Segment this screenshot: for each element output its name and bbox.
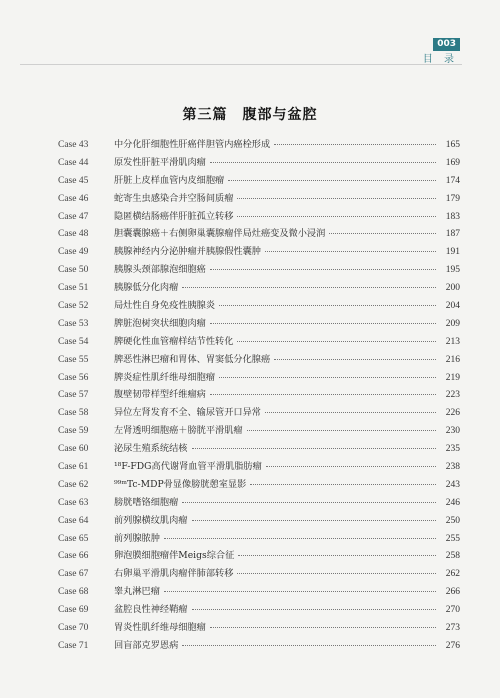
toc-entry-title: ¹⁸F-FDG高代谢肾血管平滑肌脂肪瘤 (114, 461, 262, 473)
toc-dot-leader (274, 359, 436, 360)
toc-page-number: 179 (445, 193, 460, 204)
toc-dot-leader (250, 484, 436, 485)
toc-entry-title: 脾硬化性血管瘤样结节性转化 (114, 335, 234, 347)
toc-case-number: Case 44 (58, 157, 89, 168)
toc-page-number: 213 (445, 336, 460, 347)
toc-dot-leader (210, 162, 436, 163)
toc-dot-leader (237, 341, 436, 342)
toc-page-number: 200 (445, 283, 460, 294)
toc-case-number: Case 69 (58, 605, 89, 616)
toc-entry[interactable] (58, 154, 460, 172)
toc-entry-title: 脾恶性淋巴瘤和胃体、胃窦低分化腺癌 (114, 353, 271, 365)
toc-page-number: 169 (445, 157, 460, 168)
toc-case-number: Case 51 (58, 283, 89, 294)
toc-case-number: Case 46 (58, 193, 89, 204)
section-title: 第三篇 腹部与盆腔 (182, 107, 318, 123)
toc-entry[interactable] (58, 225, 460, 243)
toc-dot-leader (210, 394, 436, 395)
toc-page-number: 255 (445, 533, 460, 544)
toc-entry[interactable] (58, 476, 460, 494)
toc-case-number: Case 45 (58, 175, 89, 186)
toc-entry-title: 睾丸淋巴瘤 (114, 586, 160, 598)
toc-entry[interactable] (58, 530, 460, 548)
toc-entry-title: 胰腺神经内分泌肿瘤并胰腺假性囊肿 (114, 246, 261, 258)
toc-entry[interactable] (58, 547, 460, 565)
toc-entry-title: 胰腺头颈部腺泡细胞癌 (114, 264, 206, 276)
toc-case-number: Case 55 (58, 354, 89, 365)
toc-dot-leader (219, 377, 436, 378)
toc-entry-title: 左肾透明细胞癌＋膀胱平滑肌瘤 (114, 425, 243, 437)
toc-case-number: Case 60 (58, 444, 89, 455)
toc-page-number: 262 (445, 569, 460, 580)
toc-entry-title: 膀胱嗜铬细胞瘤 (114, 496, 179, 508)
toc-entry-title: 异位左肾发育不全、输尿管开口异常 (114, 407, 261, 419)
toc-page-number: 223 (445, 390, 460, 401)
toc-entry[interactable] (58, 208, 460, 226)
toc-dot-leader (265, 251, 436, 252)
toc-entry[interactable] (58, 565, 460, 583)
toc-page-number: 270 (445, 605, 460, 616)
toc-entry[interactable] (58, 297, 460, 315)
toc-entry[interactable] (58, 386, 460, 404)
toc-dot-leader (266, 466, 436, 467)
toc-case-number: Case 63 (58, 497, 89, 508)
toc-entry-title: 脾炎症性肌纤维母细胞瘤 (114, 371, 216, 383)
toc-page-number: 258 (445, 551, 460, 562)
toc-page-number: 226 (445, 408, 460, 419)
toc-entry[interactable] (58, 458, 460, 476)
toc-case-number: Case 59 (58, 426, 89, 437)
toc-page-number: 235 (445, 444, 460, 455)
toc-entry-title: 胃炎性肌纤维母细胞瘤 (114, 622, 206, 634)
toc-entry-title: 前列腺脓肿 (114, 532, 160, 544)
page-number-badge: 003 (433, 38, 460, 51)
toc-entry[interactable] (58, 315, 460, 333)
toc-page-number: 195 (445, 265, 460, 276)
toc-entry[interactable] (58, 369, 460, 387)
toc-entry[interactable] (58, 243, 460, 261)
toc-case-number: Case 68 (58, 587, 89, 598)
toc-page-number: 266 (445, 587, 460, 598)
toc-case-number: Case 52 (58, 301, 89, 312)
toc-entry-title: 胰腺低分化肉瘤 (114, 282, 179, 294)
toc-dot-leader (228, 180, 436, 181)
toc-page-number: 276 (445, 640, 460, 651)
toc-entry[interactable] (58, 279, 460, 297)
toc-case-number: Case 64 (58, 515, 89, 526)
toc-dot-leader (238, 555, 436, 556)
toc-dot-leader (237, 573, 436, 574)
toc-dot-leader (329, 233, 436, 234)
toc-dot-leader (192, 520, 437, 521)
toc-entry[interactable] (58, 136, 460, 154)
toc-page-number: 204 (445, 301, 460, 312)
toc-entry[interactable] (58, 172, 460, 190)
toc-entry[interactable] (58, 619, 460, 637)
toc-dot-leader (182, 287, 436, 288)
toc-dot-leader (210, 323, 436, 324)
toc-case-number: Case 65 (58, 533, 89, 544)
toc-entry-title: 肝脏上皮样血管内皮细胞瘤 (114, 174, 225, 186)
toc-entry-title: 胆囊囊腺癌＋右侧卵巢囊腺瘤伴局灶癌变及微小浸润 (114, 228, 326, 240)
toc-entry[interactable] (58, 333, 460, 351)
toc-dot-leader (210, 627, 436, 628)
toc-entry-title: 蛇寄生虫感染合并空肠间质瘤 (114, 192, 234, 204)
toc-page-number: 230 (445, 426, 460, 437)
toc-dot-leader (210, 269, 436, 270)
toc-case-number: Case 54 (58, 336, 89, 347)
toc-case-number: Case 66 (58, 551, 89, 562)
toc-dot-leader (164, 591, 436, 592)
header-divider (20, 64, 462, 65)
toc-page-number: 165 (445, 140, 460, 150)
toc-entry-title: 盆腔良性神经鞘瘤 (114, 604, 188, 616)
toc-dot-leader (164, 538, 436, 539)
toc-dot-leader (265, 412, 436, 413)
toc-entry[interactable] (58, 422, 460, 440)
toc-entry-title: 回盲部克罗恩病 (114, 639, 179, 651)
toc-entry-title: 右卵巢平滑肌肉瘤伴肺部转移 (114, 568, 234, 580)
toc-case-number: Case 43 (58, 140, 89, 150)
toc-page-number: 209 (445, 318, 460, 329)
toc-entry-title: ⁹⁹ᵐTc-MDP骨显像膀胱憩室显影 (114, 478, 247, 490)
toc-dot-leader (237, 198, 436, 199)
toc-page-number: 216 (445, 354, 460, 365)
toc-case-number: Case 70 (58, 623, 89, 634)
toc-entry[interactable] (58, 351, 460, 369)
toc-entry[interactable] (58, 637, 460, 655)
toc-entry[interactable] (58, 583, 460, 601)
toc-page-number: 246 (445, 497, 460, 508)
toc-entry[interactable] (58, 494, 460, 512)
toc-page-number: 238 (445, 462, 460, 473)
toc-case-number: Case 57 (58, 390, 89, 401)
toc-case-number: Case 48 (58, 229, 89, 240)
toc-dot-leader (274, 144, 436, 145)
toc-entry-title: 脾脏泡树突状细胞肉瘤 (114, 317, 206, 329)
table-of-contents (58, 136, 460, 655)
toc-entry-title: 腹壁韧带样型纤维瘤病 (114, 389, 206, 401)
toc-dot-leader (219, 305, 436, 306)
toc-case-number: Case 49 (58, 247, 89, 258)
toc-case-number: Case 58 (58, 408, 89, 419)
toc-dot-leader (192, 448, 437, 449)
toc-entry-title: 卵泡膜细胞瘤伴Meigs综合征 (114, 550, 235, 562)
toc-case-number: Case 56 (58, 372, 89, 383)
toc-case-number: Case 61 (58, 462, 89, 473)
page-header (423, 38, 460, 65)
toc-entry-title: 隐匿横结肠癌伴肝脏孤立转移 (114, 210, 234, 222)
toc-entry[interactable] (58, 512, 460, 530)
toc-dot-leader (182, 502, 436, 503)
toc-case-number: Case 53 (58, 318, 89, 329)
toc-case-number: Case 67 (58, 569, 89, 580)
toc-entry-title: 中分化肝细胞性肝癌伴胆管内癌栓形成 (114, 139, 271, 150)
toc-page-number: 174 (445, 175, 460, 186)
toc-entry[interactable] (58, 190, 460, 208)
toc-page-number: 243 (445, 479, 460, 490)
toc-entry-title: 原发性肝脏平滑肌肉瘤 (114, 156, 206, 168)
toc-dot-leader (182, 645, 436, 646)
toc-entry-title: 局灶性自身免疫性胰腺炎 (114, 300, 216, 312)
toc-page-number: 250 (445, 515, 460, 526)
toc-entry[interactable] (58, 261, 460, 279)
toc-entry[interactable] (58, 601, 460, 619)
toc-page-number: 191 (445, 247, 460, 258)
toc-dot-leader (237, 216, 436, 217)
toc-entry-title: 泌尿生殖系统结核 (114, 443, 188, 455)
toc-entry-title: 前列腺横纹肌肉瘤 (114, 514, 188, 526)
toc-case-number: Case 62 (58, 479, 89, 490)
toc-entry[interactable] (58, 404, 460, 422)
toc-page-number: 183 (445, 211, 460, 222)
toc-entry[interactable] (58, 440, 460, 458)
toc-page-number: 219 (445, 372, 460, 383)
toc-page-number: 273 (445, 623, 460, 634)
toc-case-number: Case 47 (58, 211, 89, 222)
toc-case-number: Case 50 (58, 265, 89, 276)
header-label: 目 录 (422, 54, 458, 65)
toc-page-number: 187 (445, 229, 460, 240)
toc-case-number: Case 71 (58, 640, 89, 651)
toc-dot-leader (247, 430, 436, 431)
toc-dot-leader (192, 609, 437, 610)
